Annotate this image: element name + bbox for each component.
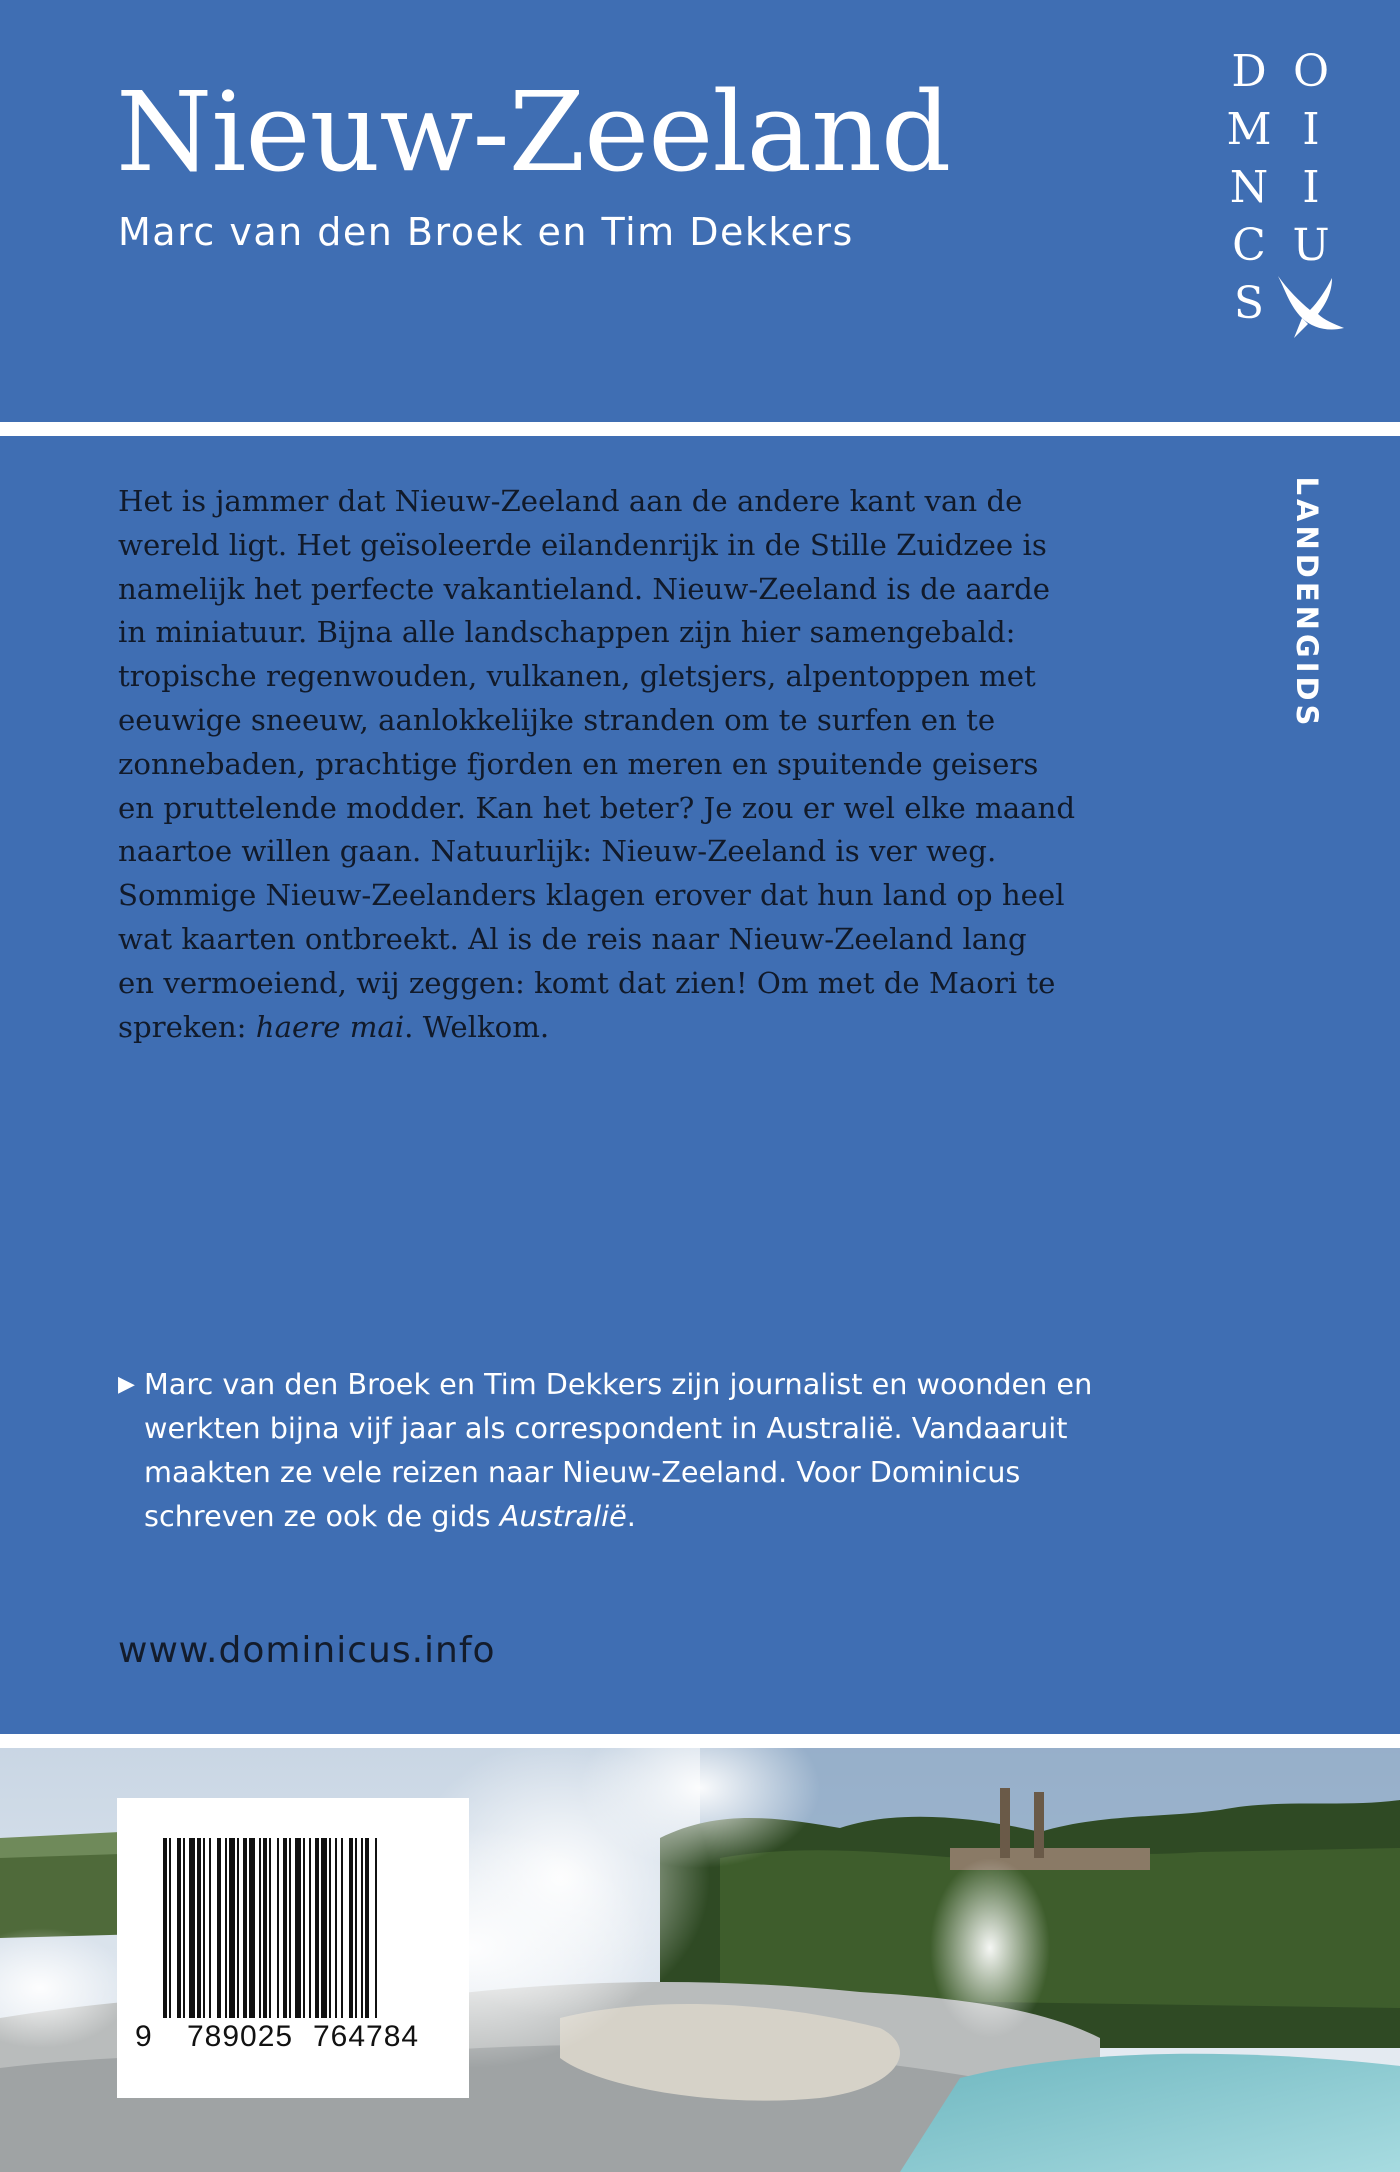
barcode-bars — [163, 1838, 425, 2018]
barcode-bar — [217, 1838, 221, 2018]
barcode-bar — [189, 1838, 195, 2018]
bio-line: werkten bijna vijf jaar als correspondent in Australië. Vandaaruit — [144, 1411, 1068, 1445]
series-label — [1290, 476, 1324, 730]
barcode-bar — [243, 1838, 247, 2018]
barcode-bar — [163, 1838, 167, 2018]
blurb-line: en vermoeiend, wij zeggen: komt dat zien! Om met de Maori te — [118, 965, 1056, 1000]
publisher-url: www.dominicus.info — [118, 1630, 496, 1671]
barcode-bar — [335, 1838, 337, 2018]
barcode-bar — [321, 1838, 327, 2018]
logo-letter: C — [1232, 220, 1266, 271]
logo-letter: D — [1231, 46, 1267, 97]
blurb-line: eeuwige sneeuw, aanlokkelijke stranden om te surfen en te — [118, 702, 996, 737]
blurb-line: Sommige Nieuw-Zeelanders klagen erover dat hun land op heel — [118, 878, 1065, 913]
bio-line: maakten ze vele reizen naar Nieuw-Zeeland. Voor Dominicus — [144, 1455, 1021, 1489]
blurb-line: tropische regenwouden, vulkanen, gletsjers, alpentoppen met — [118, 659, 1036, 694]
bio-line: schreven ze ook de gids Australië. — [144, 1499, 636, 1533]
author-bio — [144, 1362, 1093, 1538]
barcode-bar — [259, 1838, 261, 2018]
blurb-line: in miniatuur. Bijna alle landschappen zijn hier samengebald: — [118, 615, 1016, 650]
blurb-line: wereld ligt. Het geïsoleerde eilandenrijk in de Stille Zuidzee is — [118, 527, 1047, 562]
swallow-icon — [1272, 274, 1348, 342]
barcode-bar — [269, 1838, 271, 2018]
barcode-bar — [237, 1838, 239, 2018]
logo-letter: N — [1229, 162, 1269, 213]
book-authors: Marc van den Broek en Tim Dekkers — [118, 210, 854, 254]
barcode-bar — [329, 1838, 331, 2018]
barcode-bar — [229, 1838, 235, 2018]
blurb-line: namelijk het perfecte vakantieland. Nieuw-Zeeland is de aarde — [118, 571, 1051, 606]
barcode-bar — [225, 1838, 227, 2018]
barcode-bar — [249, 1838, 255, 2018]
book-title: Nieuw-Zeeland — [116, 68, 951, 196]
barcode-bar — [361, 1838, 363, 2018]
barcode-bar — [309, 1838, 311, 2018]
barcode-bar — [341, 1838, 343, 2018]
isbn-first-digit: 9 — [135, 2020, 153, 2053]
barcode — [117, 1798, 469, 2098]
isbn-group-1: 789025 — [187, 2020, 294, 2053]
isbn-group-2: 764784 — [313, 2020, 420, 2053]
bullet-triangle-icon: ▶ — [118, 1371, 135, 1396]
logo-letter: O — [1292, 46, 1330, 97]
barcode-bar — [183, 1838, 185, 2018]
barcode-bar — [197, 1838, 201, 2018]
logo-letter: U — [1292, 220, 1330, 271]
logo-letter: I — [1302, 162, 1320, 213]
blurb-line: naartoe willen gaan. Natuurlijk: Nieuw-Zeeland is ver weg. — [118, 834, 997, 869]
bio-line: Marc van den Broek en Tim Dekkers zijn journalist en woonden en — [144, 1367, 1093, 1401]
barcode-bar — [289, 1838, 291, 2018]
barcode-bar — [209, 1838, 211, 2018]
barcode-bar — [365, 1838, 369, 2018]
logo-letter: I — [1302, 104, 1320, 155]
barcode-bar — [375, 1838, 377, 2018]
barcode-bar — [203, 1838, 205, 2018]
barcode-bar — [263, 1838, 267, 2018]
blurb-line: wat kaarten ontbreekt. Al is de reis naar Nieuw-Zeeland lang — [118, 921, 1027, 956]
barcode-bar — [349, 1838, 353, 2018]
blurb-line: en pruttelende modder. Kan het beter? Je zou er wel elke maand — [118, 790, 1076, 825]
blurb-line: Het is jammer dat Nieuw-Zeeland aan de andere kant van de — [118, 484, 1023, 518]
blurb-line: spreken: haere mai. Welkom. — [118, 1009, 550, 1044]
logo-letter: S — [1233, 278, 1265, 329]
barcode-bar — [303, 1838, 305, 2018]
barcode-bar — [315, 1838, 319, 2018]
barcode-bar — [355, 1838, 357, 2018]
barcode-bar — [295, 1838, 301, 2018]
publisher-logo — [1222, 46, 1346, 346]
barcode-bar — [283, 1838, 287, 2018]
series-label-text: LANDENGIDS — [1290, 476, 1324, 730]
barcode-bar — [277, 1838, 279, 2018]
blurb-line: zonnebaden, prachtige fjorden en meren en spuitende geisers — [118, 746, 1039, 781]
blurb-italic-phrase: haere mai — [255, 1009, 405, 1044]
logo-letter: M — [1226, 104, 1272, 155]
bio-italic-title: Australië — [499, 1499, 627, 1533]
barcode-bar — [177, 1838, 181, 2018]
blurb-text — [118, 480, 1076, 1049]
barcode-bar — [169, 1838, 171, 2018]
